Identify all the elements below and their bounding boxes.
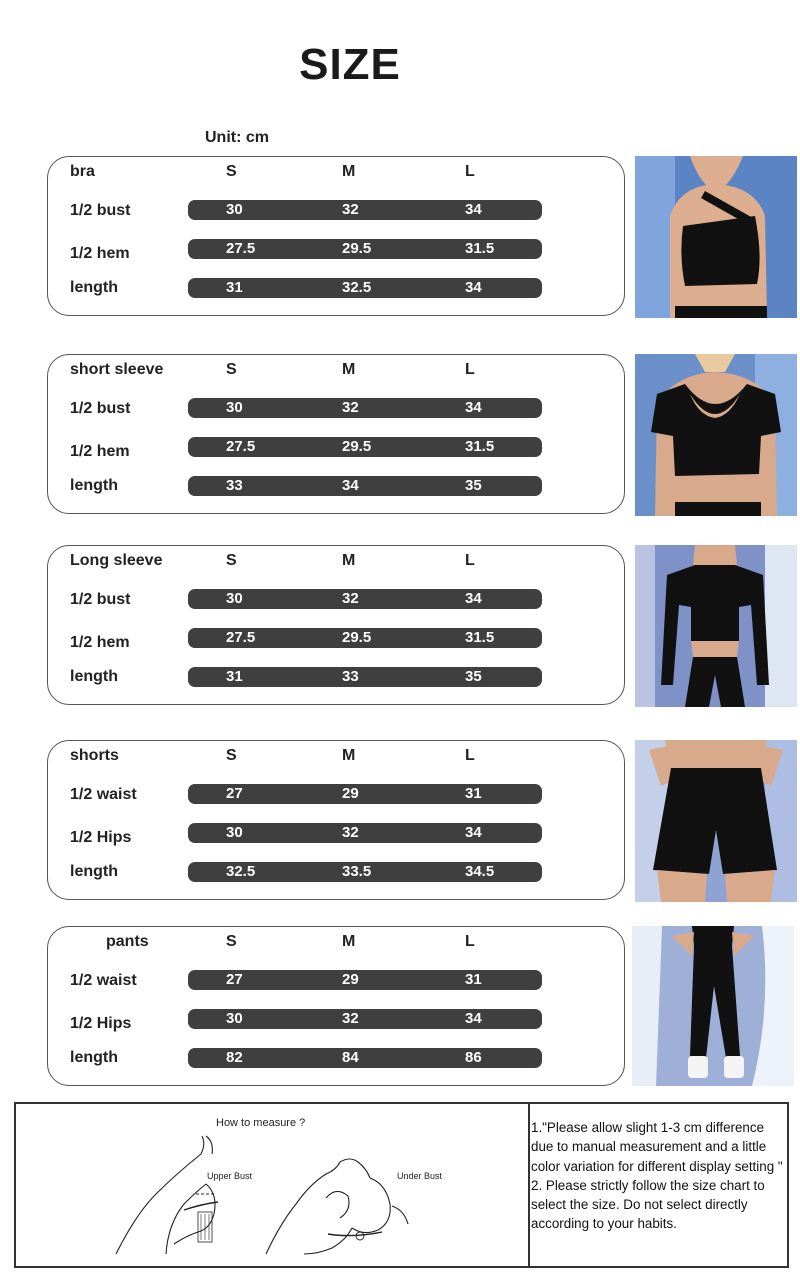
- row-label: 1/2 hem: [70, 443, 130, 460]
- value-m: 29: [342, 971, 359, 988]
- long-sleeve-product-photo: [635, 545, 797, 707]
- table-name: bra: [70, 163, 95, 180]
- shorts-product-photo: [635, 740, 797, 902]
- size-header-m: M: [342, 552, 356, 569]
- row-label: 1/2 hem: [70, 245, 130, 262]
- value-m: 84: [342, 1049, 359, 1066]
- value-s: 30: [226, 399, 243, 416]
- value-bar: [188, 970, 542, 990]
- table-name: short sleeve: [70, 361, 164, 378]
- value-bar: [188, 823, 542, 843]
- value-s: 30: [226, 1010, 243, 1027]
- row-label: length: [70, 477, 118, 494]
- value-l: 34: [465, 590, 482, 607]
- value-l: 34.5: [465, 863, 495, 880]
- value-l: 31.5: [465, 240, 495, 257]
- note-1: 1."Please allow slight 1-3 cm difference due to manual measurement and a little color variation for different display setting ": [531, 1120, 783, 1174]
- value-s: 31: [226, 668, 243, 685]
- value-m: 32: [342, 590, 359, 607]
- value-bar: [188, 437, 542, 457]
- row-label: 1/2 Hips: [70, 1015, 132, 1032]
- value-l: 31: [465, 785, 482, 802]
- size-header-s: S: [226, 747, 237, 764]
- size-header-l: L: [465, 747, 475, 764]
- size-header-m: M: [342, 747, 356, 764]
- row-label: 1/2 hem: [70, 634, 130, 651]
- value-l: 34: [465, 824, 482, 841]
- size-header-l: L: [465, 163, 475, 180]
- table-name: Long sleeve: [70, 552, 163, 569]
- upper-bust-label: Upper Bust: [207, 1171, 253, 1181]
- value-m: 29: [342, 785, 359, 802]
- value-s: 27.5: [226, 438, 256, 455]
- value-s: 27.5: [226, 629, 256, 646]
- row-label: 1/2 bust: [70, 202, 131, 219]
- value-m: 29.5: [342, 438, 372, 455]
- value-s: 27.5: [226, 240, 256, 257]
- row-label: length: [70, 1049, 118, 1066]
- size-header-l: L: [465, 361, 475, 378]
- value-bar: [188, 784, 542, 804]
- size-header-s: S: [226, 163, 237, 180]
- size-header-s: S: [226, 552, 237, 569]
- row-label: length: [70, 863, 118, 880]
- value-l: 31: [465, 971, 482, 988]
- short-sleeve-product-photo: [635, 354, 797, 516]
- value-m: 29.5: [342, 240, 372, 257]
- table-name: shorts: [70, 747, 119, 764]
- under-bust-illustration: [256, 1114, 496, 1264]
- value-m: 32: [342, 1010, 359, 1027]
- size-table-long-sleeve: [47, 545, 625, 705]
- value-s: 30: [226, 201, 243, 218]
- value-s: 30: [226, 590, 243, 607]
- value-m: 32.5: [342, 279, 372, 296]
- bra-product-photo: [635, 156, 797, 318]
- how-to-measure-panel: [14, 1102, 789, 1268]
- value-s: 31: [226, 279, 243, 296]
- size-header-s: S: [226, 361, 237, 378]
- pants-product-photo: [632, 926, 794, 1086]
- value-l: 31.5: [465, 438, 495, 455]
- value-bar: [188, 200, 542, 220]
- size-table-pants: [47, 926, 625, 1086]
- value-s: 30: [226, 824, 243, 841]
- row-label: 1/2 waist: [70, 786, 137, 803]
- panel-divider: [528, 1104, 530, 1266]
- value-s: 82: [226, 1049, 243, 1066]
- size-table-short-sleeve: [47, 354, 625, 514]
- value-m: 33: [342, 668, 359, 685]
- value-m: 33.5: [342, 863, 372, 880]
- row-label: 1/2 bust: [70, 591, 131, 608]
- row-label: 1/2 Hips: [70, 829, 132, 846]
- value-bar: [188, 398, 542, 418]
- note-2: 2. Please strictly follow the size chart to select the size. Do not select directly according to your habits.: [531, 1177, 765, 1232]
- value-l: 34: [465, 201, 482, 218]
- value-s: 33: [226, 477, 243, 494]
- size-table-bra: [47, 156, 625, 316]
- row-label: length: [70, 668, 118, 685]
- size-table-shorts: [47, 740, 625, 900]
- value-l: 35: [465, 477, 482, 494]
- value-m: 32: [342, 201, 359, 218]
- value-bar: [188, 862, 542, 882]
- value-m: 29.5: [342, 629, 372, 646]
- value-l: 35: [465, 668, 482, 685]
- value-bar: [188, 1009, 542, 1029]
- size-header-m: M: [342, 163, 356, 180]
- under-bust-label: Under Bust: [397, 1171, 443, 1181]
- size-header-l: L: [465, 933, 475, 950]
- value-s: 32.5: [226, 863, 256, 880]
- value-s: 27: [226, 971, 243, 988]
- size-header-s: S: [226, 933, 237, 950]
- value-bar: [188, 476, 542, 496]
- value-s: 27: [226, 785, 243, 802]
- size-header-m: M: [342, 361, 356, 378]
- value-m: 32: [342, 399, 359, 416]
- table-name: pants: [106, 933, 149, 950]
- page-title: SIZE: [299, 40, 401, 89]
- row-label: 1/2 bust: [70, 400, 131, 417]
- unit-label: Unit: cm: [205, 129, 269, 146]
- row-label: length: [70, 279, 118, 296]
- value-bar: [188, 239, 542, 259]
- size-notes: [531, 1118, 789, 1234]
- value-m: 32: [342, 824, 359, 841]
- value-bar: [188, 278, 542, 298]
- value-l: 34: [465, 279, 482, 296]
- value-bar: [188, 1048, 542, 1068]
- size-header-l: L: [465, 552, 475, 569]
- value-l: 86: [465, 1049, 482, 1066]
- value-bar: [188, 628, 542, 648]
- value-l: 34: [465, 1010, 482, 1027]
- row-label: 1/2 waist: [70, 972, 137, 989]
- value-l: 31.5: [465, 629, 495, 646]
- measure-title: How to measure ?: [216, 1117, 306, 1129]
- value-bar: [188, 667, 542, 687]
- value-m: 34: [342, 477, 359, 494]
- value-bar: [188, 589, 542, 609]
- size-header-m: M: [342, 933, 356, 950]
- value-l: 34: [465, 399, 482, 416]
